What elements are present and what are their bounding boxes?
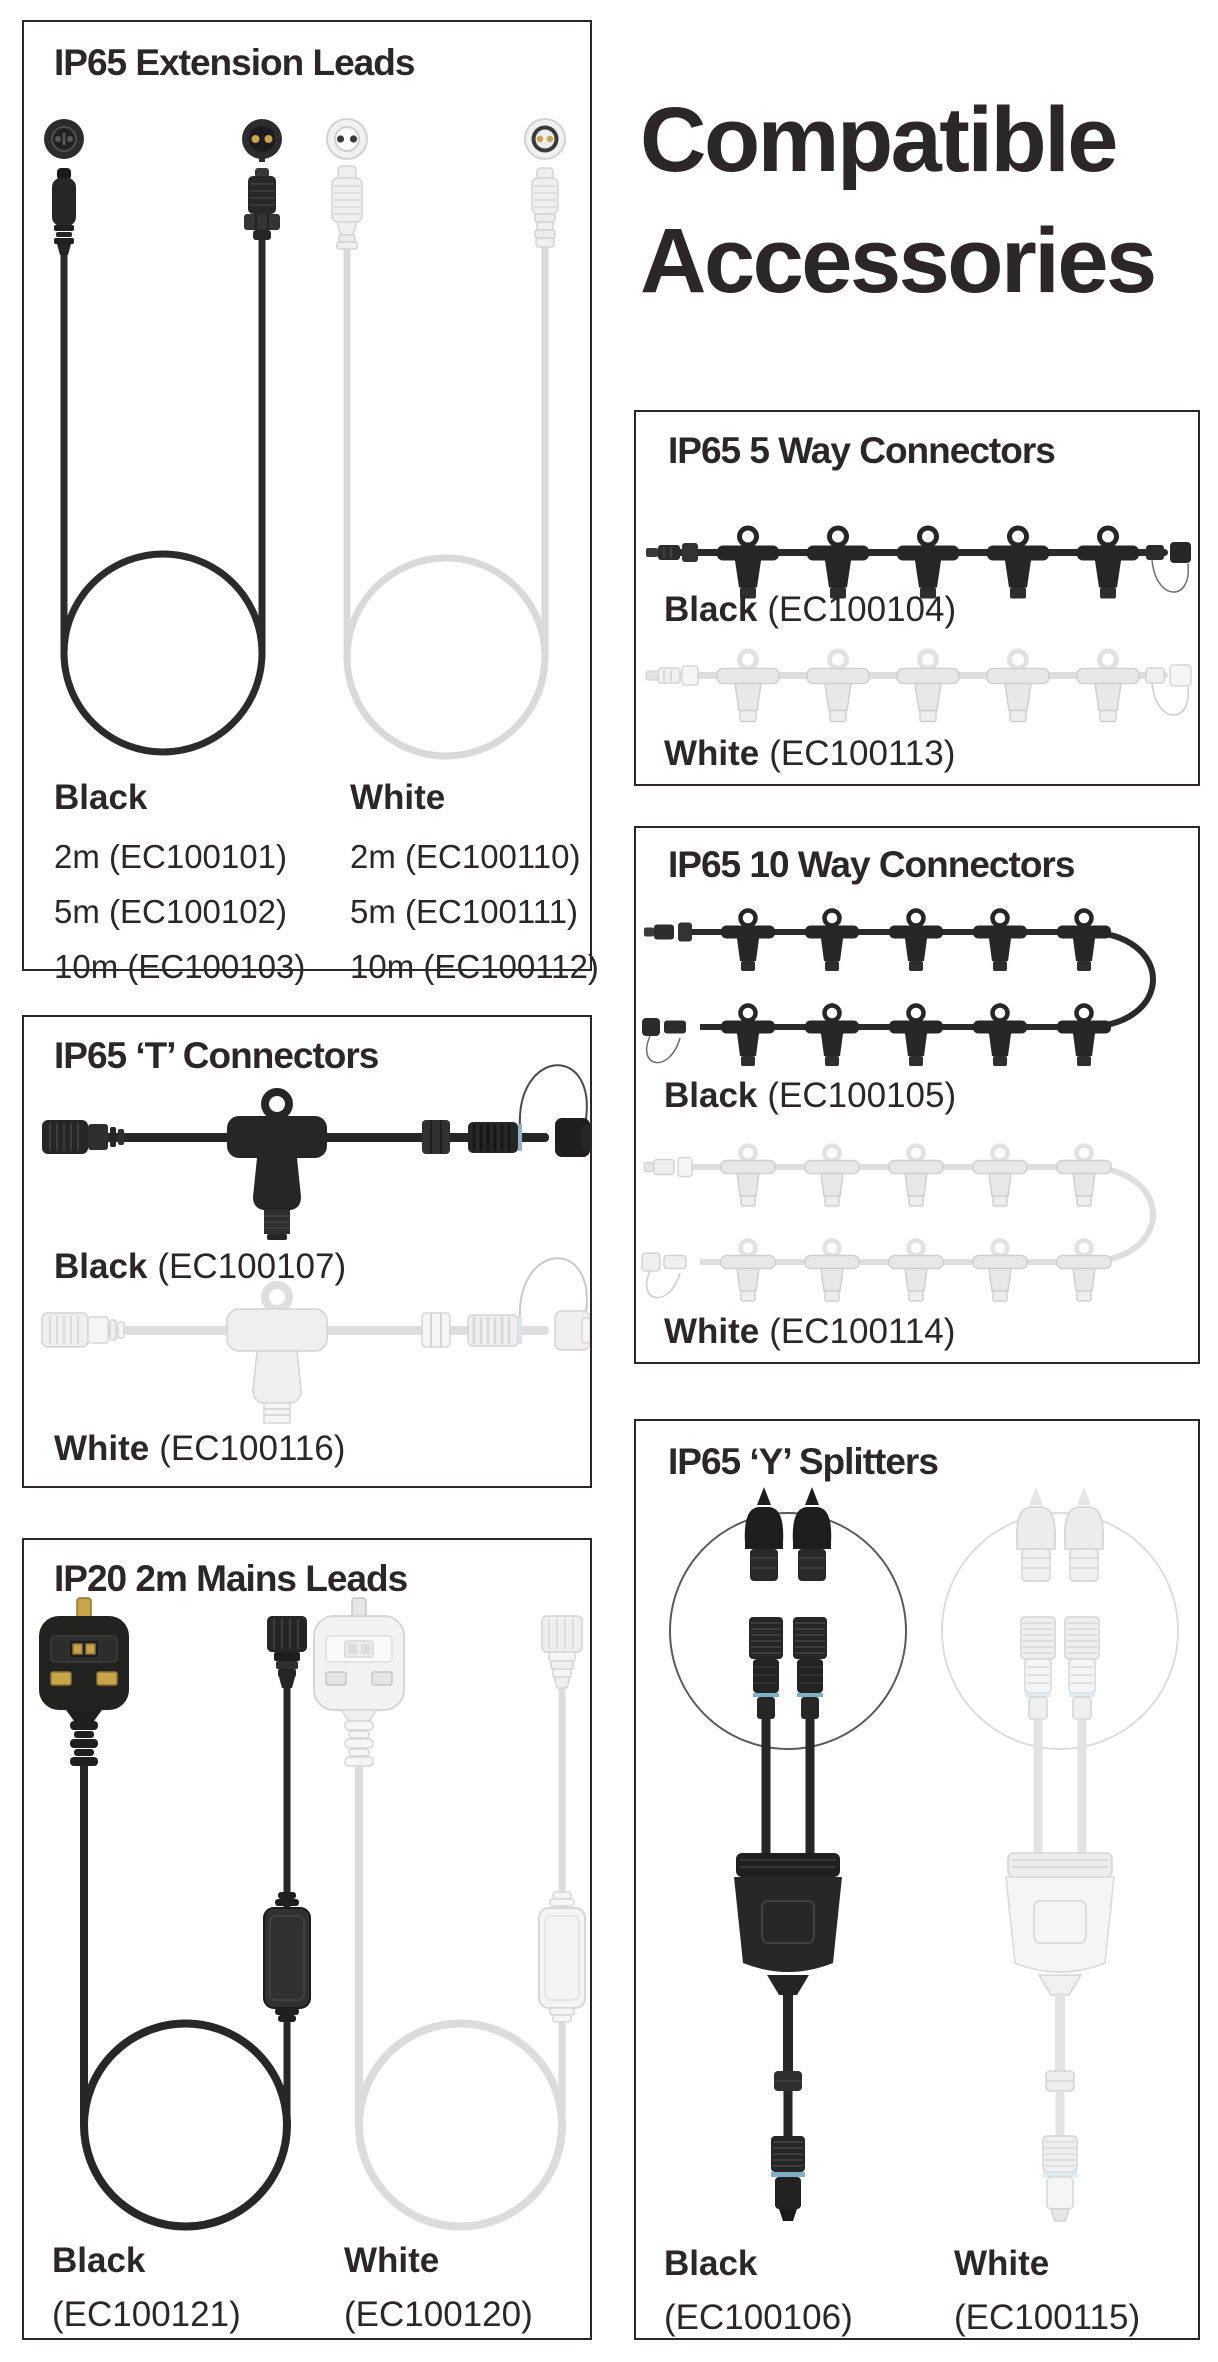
product-code: 2m (EC100101) xyxy=(54,838,287,875)
color-label: Black xyxy=(664,1076,758,1115)
product-code: (EC100121) xyxy=(52,2295,241,2334)
product-code: 10m (EC100112) xyxy=(350,948,599,985)
product-code: (EC100115) xyxy=(954,2298,1141,2337)
y-splitters-white-label xyxy=(954,2237,1140,2345)
mains-leads-black-label xyxy=(52,2234,241,2342)
mains-leads-image xyxy=(24,1540,590,2338)
color-label: White xyxy=(54,1429,150,1468)
t-connectors-title: IP65 ‘T’ Connectors xyxy=(54,1035,379,1076)
color-label: White xyxy=(350,778,446,817)
five-way-white-label xyxy=(664,734,955,774)
five-way-connectors-title: IP65 5 Way Connectors xyxy=(668,430,1055,471)
ten-way-connectors-title: IP65 10 Way Connectors xyxy=(668,844,1075,885)
ten-way-white-label xyxy=(664,1312,955,1352)
product-code: 10m (EC100103) xyxy=(54,948,306,985)
t-connectors-white-label xyxy=(54,1429,345,1469)
color-label: Black xyxy=(664,590,758,629)
ten-way-black-label xyxy=(664,1076,956,1116)
color-label: White xyxy=(664,734,760,773)
product-code: (EC100114) xyxy=(769,1312,956,1351)
page-title-line2: Accessories xyxy=(640,210,1155,312)
ten-way-connectors-box xyxy=(634,826,1200,1364)
five-way-black-label xyxy=(664,590,956,630)
color-label: White xyxy=(954,2244,1050,2283)
product-code: (EC100105) xyxy=(767,1076,957,1115)
five-way-connectors-box xyxy=(634,410,1200,786)
color-label: Black xyxy=(54,778,148,817)
product-code: (EC100113) xyxy=(769,734,956,773)
extension-leads-box xyxy=(22,20,599,985)
product-code: (EC100106) xyxy=(664,2298,853,2337)
mains-leads-white-label xyxy=(344,2234,533,2342)
product-code: 5m (EC100111) xyxy=(350,893,579,930)
mains-leads-title: IP20 2m Mains Leads xyxy=(54,1558,408,1599)
product-code: 5m (EC100102) xyxy=(54,893,287,930)
color-label: Black xyxy=(52,2241,146,2280)
extension-leads-title: IP65 Extension Leads xyxy=(54,42,415,83)
extension-leads-black-list xyxy=(54,770,305,994)
product-code: (EC100104) xyxy=(767,590,957,629)
y-splitters-image xyxy=(636,1421,1198,2338)
t-connectors-box xyxy=(22,1015,592,1488)
product-code: (EC100120) xyxy=(344,2295,533,2334)
y-splitters-box xyxy=(634,1419,1200,2340)
extension-leads-white-list xyxy=(350,770,599,994)
product-code: (EC100116) xyxy=(159,1429,346,1468)
product-code: (EC100107) xyxy=(157,1247,347,1286)
mains-leads-box xyxy=(22,1538,592,2340)
product-code: 2m (EC100110) xyxy=(350,838,581,875)
page-title-line1: Compatible xyxy=(640,89,1116,191)
color-label: White xyxy=(344,2241,440,2280)
color-label: Black xyxy=(664,2244,758,2283)
y-splitters-black-label xyxy=(664,2237,853,2345)
page-title xyxy=(640,80,1155,322)
color-label: Black xyxy=(54,1247,148,1286)
y-splitters-title: IP65 ‘Y’ Splitters xyxy=(668,1441,938,1482)
color-label: White xyxy=(664,1312,760,1351)
t-connectors-black-label xyxy=(54,1247,346,1287)
